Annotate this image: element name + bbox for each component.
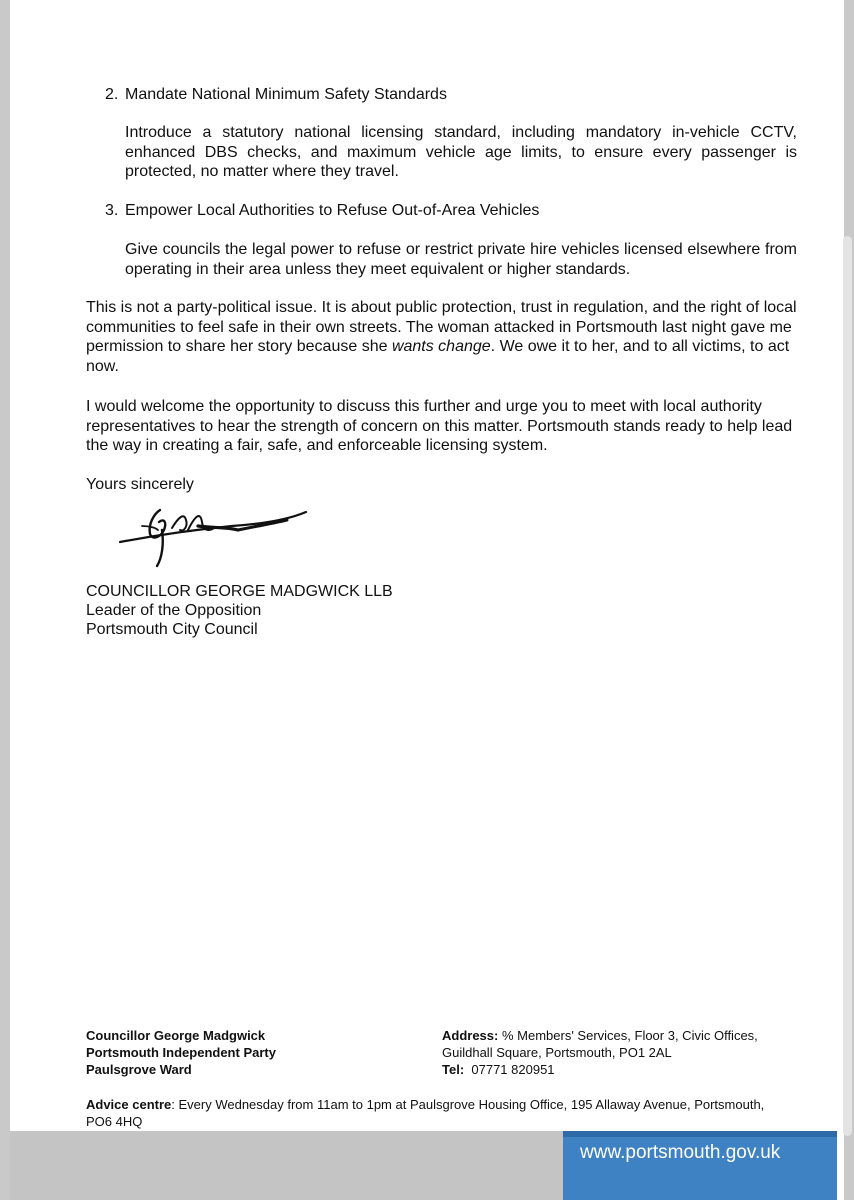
paragraph-text: . We owe it to her, and to all victims, to act now. (86, 338, 790, 375)
footer-name: Councillor George Madgwick (86, 1028, 266, 1043)
emphasis-text: wants change (391, 338, 491, 355)
scrollbar[interactable] (843, 236, 852, 1136)
tel-value: 07771 820951 (471, 1062, 555, 1077)
footer-councillor-details (86, 1027, 276, 1078)
footer-advice-centre (86, 1096, 776, 1130)
address-label: Address: (442, 1028, 499, 1043)
address-line1: % Members' Services, Floor 3, Civic Offices, (501, 1028, 758, 1043)
signatory-block (86, 582, 393, 639)
list-item-body: Give councils the legal power to refuse or restrict private hire vehicles licensed elsewhere from operating in their area unless they meet equivalent or higher standards. (125, 241, 797, 278)
list-item-number: 3. (105, 202, 119, 219)
footer-band-grey (10, 1131, 563, 1200)
handwritten-signature (112, 500, 312, 570)
list-item-number: 2. (105, 86, 119, 103)
footer-party: Portsmouth Independent Party (86, 1045, 276, 1060)
body-paragraph (86, 298, 798, 376)
footer-ward: Paulsgrove Ward (86, 1062, 192, 1077)
paragraph-text: This is not a party-political issue. It is about public protection, trust in regulation, and the right of local communities to feel safe in their own streets. The woman attacked in Portsmouth last night gave me permission to share her story because she (86, 299, 797, 355)
list-item-heading (105, 85, 447, 104)
website-url[interactable]: www.portsmouth.gov.uk (580, 1142, 781, 1163)
list-item-title: Empower Local Authorities to Refuse Out-of-Area Vehicles (125, 202, 540, 219)
advice-text: : Every Wednesday from 11am to 1pm at Paulsgrove Housing Office, 195 Allaway Avenue, Portsmouth, PO6 4HQ (86, 1097, 765, 1129)
tel-label: Tel: (442, 1062, 465, 1077)
footer-contact-details (442, 1027, 802, 1078)
signatory-organisation: Portsmouth City Council (86, 621, 258, 638)
body-paragraph: I would welcome the opportunity to discuss this further and urge you to meet with local authority representatives to hear the strength of concern on this matter. Portsmouth stands ready to help lead the way in creating a fair, safe, and enforceable licensing system. (86, 398, 793, 454)
list-item-body: Introduce a statutory national licensing standard, including mandatory in-vehicle CCTV, enhanced DBS checks, and maximum vehicle age limits, to ensure every passenger is protected, no matter where they travel. (125, 124, 797, 180)
signatory-name: COUNCILLOR GEORGE MADGWICK LLB (86, 583, 393, 600)
list-item-title: Mandate National Minimum Safety Standards (125, 86, 447, 103)
footer-band-blue-edge (563, 1131, 837, 1137)
closing-salutation: Yours sincerely (86, 476, 194, 493)
footer-address-line2: Guildhall Square, Portsmouth, PO1 2AL (442, 1045, 672, 1060)
list-item-heading (105, 201, 539, 220)
footer-tel (442, 1061, 802, 1078)
footer-address-line1 (442, 1027, 802, 1044)
advice-label: Advice centre (86, 1097, 172, 1112)
signatory-role: Leader of the Opposition (86, 602, 262, 619)
